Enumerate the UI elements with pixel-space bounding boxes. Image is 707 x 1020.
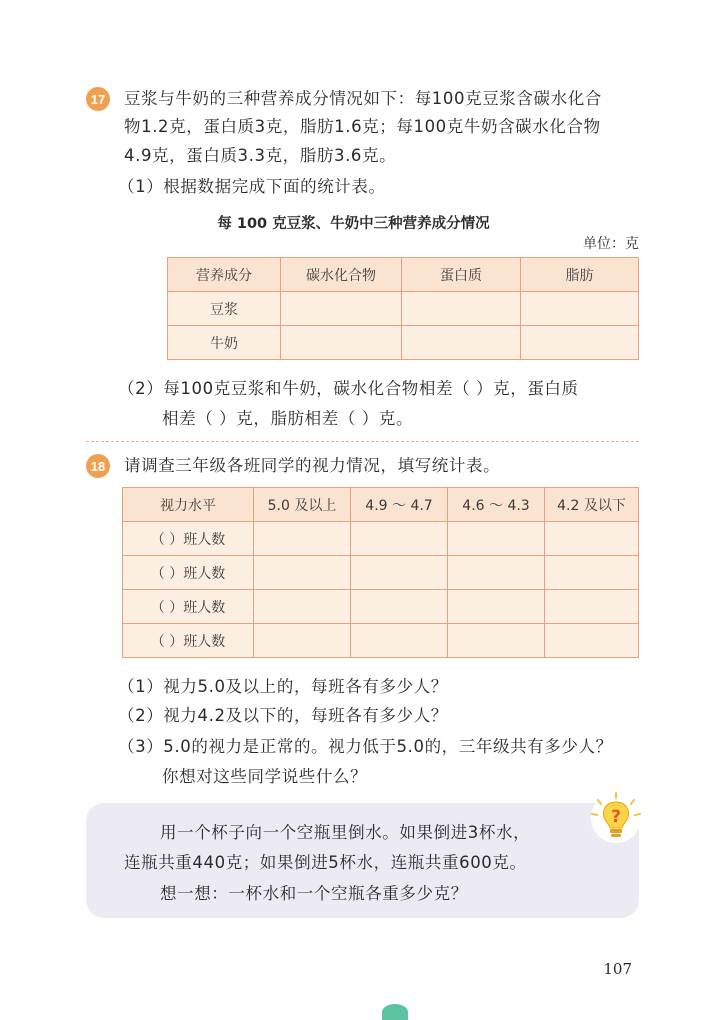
row-label: 牛奶 [168,326,281,360]
table-header-cell: 蛋白质 [402,258,521,292]
blank-cell[interactable] [351,624,448,658]
nutrition-table [167,257,639,360]
blank-cell[interactable] [351,522,448,556]
blank-cell[interactable] [281,326,402,360]
lightbulb-question-icon [586,790,642,846]
page-tab-decoration [382,1004,408,1020]
table-row [123,624,639,658]
q17-part1: （1）根据数据完成下面的统计表。 [118,177,386,196]
q17-table-unit: 单位：克 [583,236,639,252]
blank-cell[interactable] [402,292,521,326]
think-line3: 想一想：一杯水和一个空瓶各重多少克？ [160,884,468,903]
think-line2: 连瓶共重440克；如果倒进5杯水，连瓶共重600克。 [124,853,527,872]
blank-cell[interactable] [254,624,351,658]
table-header-cell: 4.6 ～ 4.3 [448,488,545,522]
table-row [123,590,639,624]
table-header-cell: 视力水平 [123,488,254,522]
q18-sub3-line1: （3）5.0的视力是正常的。视力低于5.0的，三年级共有多少人？ [118,737,613,756]
blank-cell[interactable] [254,590,351,624]
blank-cell[interactable] [545,522,639,556]
question-17-badge: 17 [86,87,110,111]
q18-sub1: （1）视力5.0及以上的，每班各有多少人？ [118,677,448,696]
blank-cell[interactable] [351,556,448,590]
q17-part2-line1: （2）每100克豆浆和牛奶，碳水化合物相差（ ）克，蛋白质 [118,379,579,398]
blank-cell[interactable] [545,590,639,624]
section-divider [86,441,639,442]
blank-cell[interactable] [521,326,639,360]
table-header-cell: 4.2 及以下 [545,488,639,522]
table-header-row [123,488,639,522]
q18-prompt: 请调查三年级各班同学的视力情况，填写统计表。 [124,456,501,475]
row-label: （ ）班人数 [123,590,254,624]
table-header-cell: 5.0 及以上 [254,488,351,522]
page-number: 107 [603,960,632,978]
table-header-cell: 脂肪 [521,258,639,292]
blank-cell[interactable] [448,556,545,590]
think-line1: 用一个杯子向一个空瓶里倒水。如果倒进3杯水， [160,823,531,842]
blank-cell[interactable] [254,556,351,590]
question-18-badge: 18 [86,454,110,478]
blank-cell[interactable] [448,624,545,658]
svg-text:?: ? [611,807,621,827]
q17-table-title: 每 100 克豆浆、牛奶中三种营养成分情况 [217,216,490,232]
row-label: （ ）班人数 [123,556,254,590]
q18-sub3-line2: 你想对这些同学说些什么？ [162,767,368,786]
q17-text-line1: 豆浆与牛奶的三种营养成分情况如下：每100克豆浆含碳水化合 [124,89,602,108]
row-label: （ ）班人数 [123,522,254,556]
table-header-cell: 4.9 ～ 4.7 [351,488,448,522]
row-label: 豆浆 [168,292,281,326]
q18-sub2: （2）视力4.2及以下的，每班各有多少人？ [118,706,448,725]
table-row [168,292,639,326]
blank-cell[interactable] [281,292,402,326]
q17-part2-line2: 相差（ ）克，脂肪相差（ ）克。 [162,409,414,428]
blank-cell[interactable] [351,590,448,624]
table-header-cell: 营养成分 [168,258,281,292]
blank-cell[interactable] [448,590,545,624]
eyesight-table [122,487,639,658]
blank-cell[interactable] [448,522,545,556]
q17-text-line2: 物1.2克，蛋白质3克，脂肪1.6克；每100克牛奶含碳水化合物 [124,117,601,136]
table-header-cell: 碳水化合物 [281,258,402,292]
table-row [168,326,639,360]
blank-cell[interactable] [545,556,639,590]
q17-text-line3: 4.9克，蛋白质3.3克，脂肪3.6克。 [124,146,397,165]
table-header-row [168,258,639,292]
blank-cell[interactable] [254,522,351,556]
row-label: （ ）班人数 [123,624,254,658]
blank-cell[interactable] [545,624,639,658]
blank-cell[interactable] [402,326,521,360]
table-row [123,556,639,590]
table-row [123,522,639,556]
blank-cell[interactable] [521,292,639,326]
